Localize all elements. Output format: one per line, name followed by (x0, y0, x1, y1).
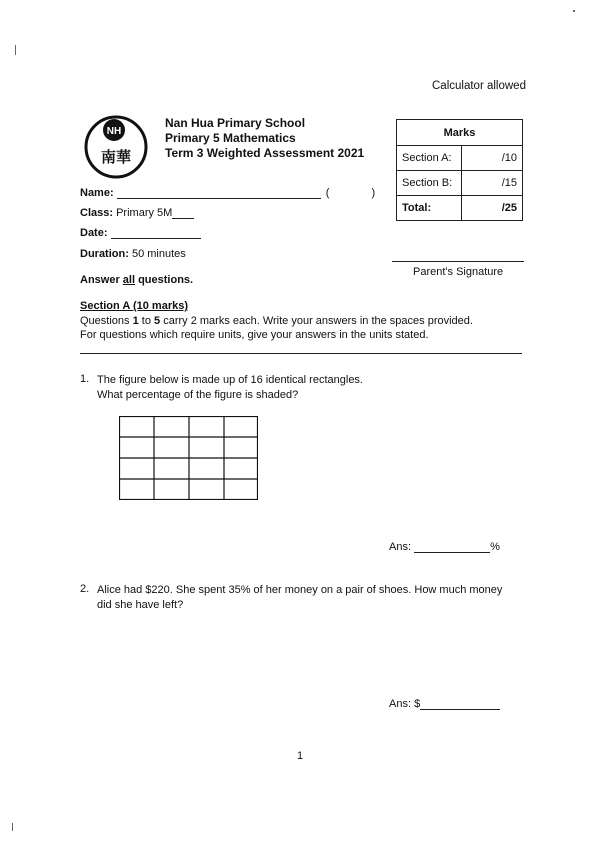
section-a-instruction-2: For questions which require units, give your answers in the units stated. (80, 329, 429, 341)
scan-speck (573, 10, 575, 12)
duration-field (80, 248, 186, 260)
class-blank[interactable] (172, 218, 194, 219)
instr-text: carry 2 marks each. Write your answers in the spaces provided. (160, 315, 473, 327)
date-blank[interactable] (111, 238, 201, 239)
name-blank[interactable] (117, 198, 321, 199)
marks-row-section-a (397, 146, 523, 171)
school-logo (80, 114, 152, 180)
date-label: Date: (80, 227, 108, 239)
marks-row-section-b (397, 171, 523, 196)
instr-question-start: 1 (132, 315, 139, 327)
index-close-paren: ) (371, 187, 376, 199)
marks-table-title: Marks (397, 120, 523, 146)
marks-row-label: Section B: (397, 171, 462, 196)
scan-speck (15, 45, 16, 55)
date-field (80, 227, 201, 239)
index-open-paren: ( (325, 187, 330, 199)
question-1-answer (389, 541, 500, 553)
instr-text: to (138, 315, 155, 327)
duration-label: Duration: (80, 248, 129, 260)
question-1-number: 1. (80, 373, 90, 385)
section-a-instruction-1 (80, 315, 473, 327)
answer-all-after: questions. (135, 274, 194, 286)
school-name: Nan Hua Primary School (165, 116, 306, 130)
marks-row-value: /15 (462, 171, 523, 196)
duration-value: 50 minutes (131, 248, 186, 260)
section-a-title: Section A (10 marks) (80, 300, 189, 312)
logo-letters: NH (106, 126, 122, 137)
marks-row-label: Section A: (397, 146, 462, 171)
calculator-note: Calculator allowed (432, 80, 526, 92)
answer-label: Ans: $ (389, 698, 421, 710)
section-divider (80, 353, 522, 354)
rectangle-grid-figure (119, 416, 258, 500)
marks-row-total (397, 196, 523, 221)
page-number: 1 (297, 750, 304, 762)
question-2-number: 2. (80, 583, 90, 595)
parent-signature-line[interactable] (392, 261, 524, 262)
class-label: Class: (80, 207, 114, 219)
question-2-line-1: Alice had $220. She spent 35% of her money on a pair of shoes. How much money (97, 584, 503, 596)
question-1-line-1: The figure below is made up of 16 identical rectangles. (97, 374, 363, 386)
logo-chinese-text: 南華 (100, 148, 132, 166)
answer-all-instruction (80, 274, 193, 286)
marks-row-value: /10 (462, 146, 523, 171)
name-field (80, 187, 375, 199)
assessment-title: Term 3 Weighted Assessment 2021 (165, 146, 365, 160)
class-value: Primary 5M (116, 207, 173, 219)
question-2-line-2: did she have left? (97, 599, 184, 611)
answer-label: Ans: (389, 541, 412, 553)
marks-table (396, 119, 523, 221)
answer-unit: % (490, 541, 500, 553)
answer-all-before: Answer (80, 274, 123, 286)
subject-title: Primary 5 Mathematics (165, 131, 296, 145)
question-2-text (97, 583, 502, 613)
question-1-line-2: What percentage of the figure is shaded? (97, 389, 299, 401)
class-field (80, 207, 194, 219)
name-label: Name: (80, 187, 114, 199)
instr-text: Questions (80, 315, 133, 327)
question-1-text (97, 373, 363, 403)
school-heading (165, 116, 364, 161)
parent-signature-label: Parent's Signature (413, 266, 504, 278)
marks-row-value: /25 (462, 196, 523, 221)
instr-question-end: 5 (154, 315, 161, 327)
answer-all-emphasis: all (122, 274, 136, 286)
scan-speck (12, 823, 13, 831)
question-2-answer (389, 698, 500, 710)
marks-row-label: Total: (397, 196, 462, 221)
question-2-answer-blank[interactable] (420, 709, 500, 710)
question-1-answer-blank[interactable] (414, 552, 490, 553)
